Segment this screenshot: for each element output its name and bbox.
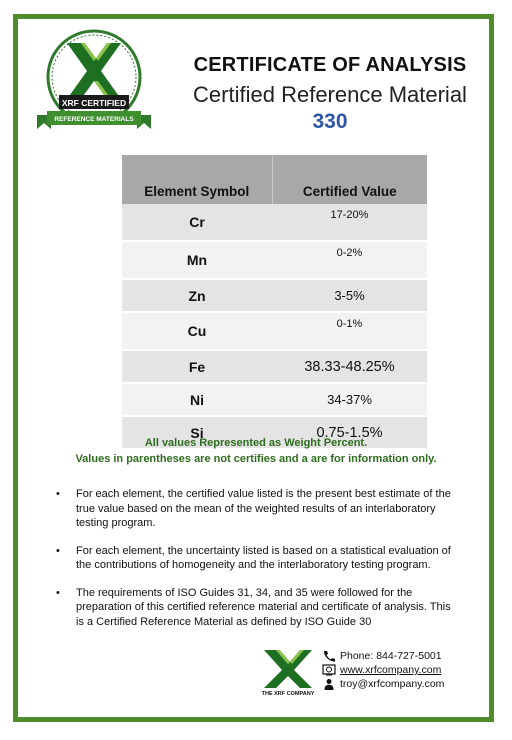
table-row bbox=[122, 241, 427, 279]
xrf-certified-logo bbox=[35, 25, 153, 137]
contact-website-row bbox=[322, 663, 444, 677]
weight-percent-note: All values Represented as Weight Percent. bbox=[144, 437, 368, 449]
table-row bbox=[122, 204, 427, 241]
email-address[interactable]: troy@xrfcompany.com bbox=[340, 678, 445, 690]
element-symbol: Zn bbox=[122, 279, 272, 312]
table-row bbox=[122, 279, 427, 312]
logo-ribbon-text: REFERENCE MATERIALS bbox=[54, 116, 134, 123]
element-symbol: Mn bbox=[122, 241, 272, 279]
logo-main-text: XRF CERTIFIED bbox=[61, 98, 127, 108]
person-icon bbox=[322, 678, 336, 690]
element-symbol: Fe bbox=[122, 350, 272, 383]
page-subtitle: Certified Reference Material bbox=[193, 82, 467, 107]
contact-email-row bbox=[322, 677, 444, 691]
xrf-company-logo bbox=[260, 648, 316, 696]
element-symbol: Si bbox=[122, 416, 272, 449]
material-number: 330 bbox=[312, 110, 348, 133]
element-symbol: Cu bbox=[122, 312, 272, 350]
element-symbol: Ni bbox=[122, 383, 272, 416]
web-icon bbox=[322, 664, 336, 676]
phone-number: Phone: 844-727-5001 bbox=[340, 650, 442, 662]
certified-value: 38.33-48.25% bbox=[272, 350, 427, 383]
bullet-icon: • bbox=[56, 544, 60, 557]
bullet-icon: • bbox=[56, 586, 60, 599]
certified-value: 34-37% bbox=[272, 383, 427, 416]
phone-icon bbox=[322, 650, 336, 662]
parentheses-note: Values in parentheses are not certifies and a are for information only. bbox=[75, 453, 437, 465]
certified-values-table bbox=[122, 155, 427, 450]
list-item-text: For each element, the certified value listed is the present best estimate of the true value based on the mean of the weighted results of an interlaboratory testing program. bbox=[76, 488, 451, 529]
certified-value: 0-2% bbox=[272, 241, 427, 279]
list-item bbox=[56, 544, 456, 573]
table-row bbox=[122, 383, 427, 416]
element-symbol: Cr bbox=[122, 204, 272, 241]
contact-info bbox=[322, 649, 444, 691]
list-item bbox=[56, 586, 456, 630]
table-row bbox=[122, 350, 427, 383]
table-header-row bbox=[122, 155, 427, 204]
list-item bbox=[56, 487, 456, 531]
certified-value: 0.75-1.5% bbox=[272, 416, 427, 449]
page-title: CERTIFICATE OF ANALYSIS bbox=[193, 54, 467, 76]
explanation-list bbox=[56, 487, 456, 642]
certified-value: 0-1% bbox=[272, 312, 427, 350]
contact-phone-row bbox=[322, 649, 444, 663]
certified-value: 3-5% bbox=[272, 279, 427, 312]
header-element-symbol: Element Symbol bbox=[122, 155, 272, 204]
bullet-icon: • bbox=[56, 488, 60, 500]
small-logo-text: THE XRF COMPANY bbox=[261, 691, 315, 696]
header-certified-value: Certified Value bbox=[272, 155, 427, 204]
list-item-text: For each element, the uncertainty listed is based on a statistical evaluation of the contributions of homogeneity and the interlaboratory testing program. bbox=[76, 544, 451, 571]
certified-value: 17-20% bbox=[272, 204, 427, 241]
website-link[interactable]: www.xrfcompany.com bbox=[340, 664, 442, 676]
table-row bbox=[122, 312, 427, 350]
list-item-text: The requirements of ISO Guides 31, 34, and 35 were followed for the preparation of this certified reference material and certificate of analysis. This is a Certified Reference Material as defined by ISO Guide 30 bbox=[76, 586, 451, 628]
